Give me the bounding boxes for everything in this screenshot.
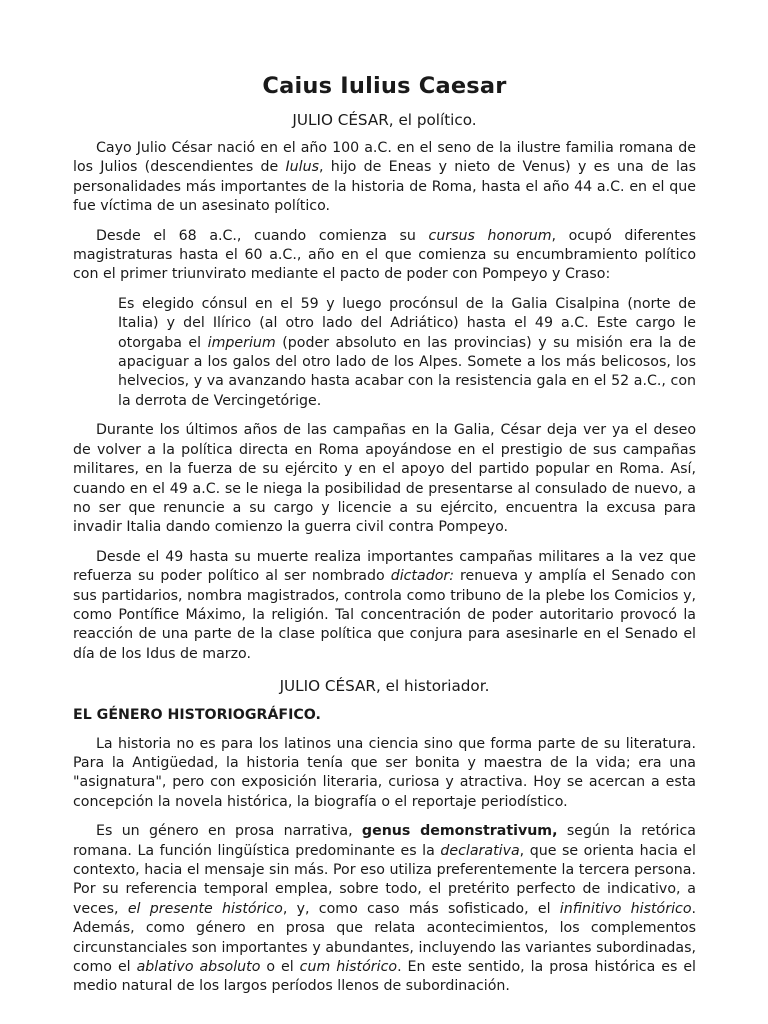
document-title: Caius Iulius Caesar: [262, 73, 507, 99]
p6-run: según la retórica romana. La función lingüística predominante es la: [73, 823, 696, 859]
p6-run: Es un género en prosa narrativa,: [96, 823, 362, 840]
p6-run: o el: [260, 959, 300, 976]
paragraph-cursus-honorum: [73, 227, 696, 285]
paragraph-intro: [73, 139, 696, 217]
p4-run: Desde el 49 hasta su muerte realiza importantes campañas militares a la vez que refuerza su poder político al ser nombrado: [73, 548, 696, 585]
paragraph-genus-demonstrativum: [73, 822, 696, 997]
section-heading-historiador: JULIO CÉSAR, el historiador.: [279, 677, 490, 696]
p6-run: el presente histórico: [127, 900, 283, 917]
p6-run: . En este sentido, la prosa histórica es el medio natural de los largos períodos llenos de subordinación.: [73, 959, 697, 995]
paragraph-galia-campaigns: [73, 421, 696, 537]
p6-run: genus demonstrativum,: [361, 823, 558, 840]
subsection-heading-genero: EL GÉNERO HISTORIOGRÁFICO.: [73, 707, 321, 724]
quote-run: imperium: [207, 334, 276, 351]
p5-run: La historia no es para los latinos una ciencia sino que forma parte de su literatura. Para la Antigüedad, la historia tenía que ser bonita y maestra de la vida; era una "asignatura", pero con exposición literaria, curiosa y atractiva. Hoy se acercan a esta concepción la novela histórica, la biografía o el reportaje periodístico.: [73, 735, 696, 810]
p6-run: cum histórico: [299, 959, 398, 976]
p6-run: . Además, como género en prosa que relata acontecimientos, los complementos circunstanciales son importantes y abundantes, incluyendo las variantes subordinadas, como el: [73, 900, 697, 976]
p3-run: Durante los últimos años de las campañas en la Galia, César deja ver ya el deseo de volver a la política directa en Roma apoyándose en el prestigio de sus campañas militares, en la fuerza de su ejército y en el apoyo del partido popular en Roma. Así, cuando en el 49 a.C. se le niega la posibilidad de presentarse al consulado de nuevo, a no ser que renuncie a su cargo y licencie a su ejército, encuentra la excusa para invadir Italia dando comienzo la guerra civil contra Pompeyo.: [73, 422, 696, 536]
p1-run: Iulus: [285, 159, 319, 176]
p6-run: , que se orienta hacia el contexto, hacia el mensaje sin más. Por eso utiliza preferentemente la tercera persona. Por su referencia temporal emplea, sobre todo, el pretérito perfecto de indicativo, a veces,: [73, 842, 696, 917]
p6-run: , y, como caso más sofisticado, el: [282, 900, 560, 917]
p4-run: renueva y amplía el Senado con sus partidarios, nombra magistrados, controla como tribuno de la plebe los Comicios y, como Pontífice Máximo, la religión. Tal concentración de poder autoritario provocó la reacción de una parte de la clase política que conjura para asesinarle en el Senado el día de los Idus de marzo.: [73, 568, 697, 662]
p6-run: ablativo absoluto: [136, 959, 261, 976]
section-heading-politico: JULIO CÉSAR, el político.: [292, 111, 477, 129]
paragraph-historia-latinos: [73, 735, 696, 813]
quote-run: (poder absoluto en las provincias) y su misión era la de apaciguar a los galos del otro lado de los Alpes. Somete a los más belicosos, los helvecios, y va avanzando hasta acabar con la resistencia gala en el 52 a.C., con la derrota de Vercingetórige.: [118, 334, 696, 409]
p2-run: Desde el 68 a.C., cuando comienza su: [96, 227, 429, 244]
p6-run: infinitivo histórico: [559, 900, 692, 917]
p1-run: , hijo de Eneas y nieto de Venus) y es una de las personalidades más importantes de la historia de Roma, hasta el año 44 a.C. en el que fue víctima de un asesinato político.: [73, 159, 697, 215]
p2-run: cursus honorum: [428, 227, 552, 244]
quote-run: Es elegido cónsul en el 59 y luego procónsul de la Galia Cisalpina (norte de Italia) y del Ilírico (al otro lado del Adriático) hasta el 49 a.C. Este cargo le otorgaba el: [118, 295, 696, 351]
p4-run: dictador:: [390, 568, 454, 585]
p2-run: , ocupó diferentes magistraturas hasta el 60 a.C., año en el que comienza su encumbramiento político con el primer triunvirato mediante el pacto de poder con Pompeyo y Craso:: [73, 227, 696, 283]
indented-quote-galia: [118, 295, 696, 411]
p1-run: Cayo Julio César nació en el año 100 a.C. en el seno de la ilustre familia romana de los Julios (descendientes de: [73, 140, 696, 176]
p6-run: declarativa: [440, 842, 520, 859]
paragraph-dictador: [73, 548, 696, 664]
